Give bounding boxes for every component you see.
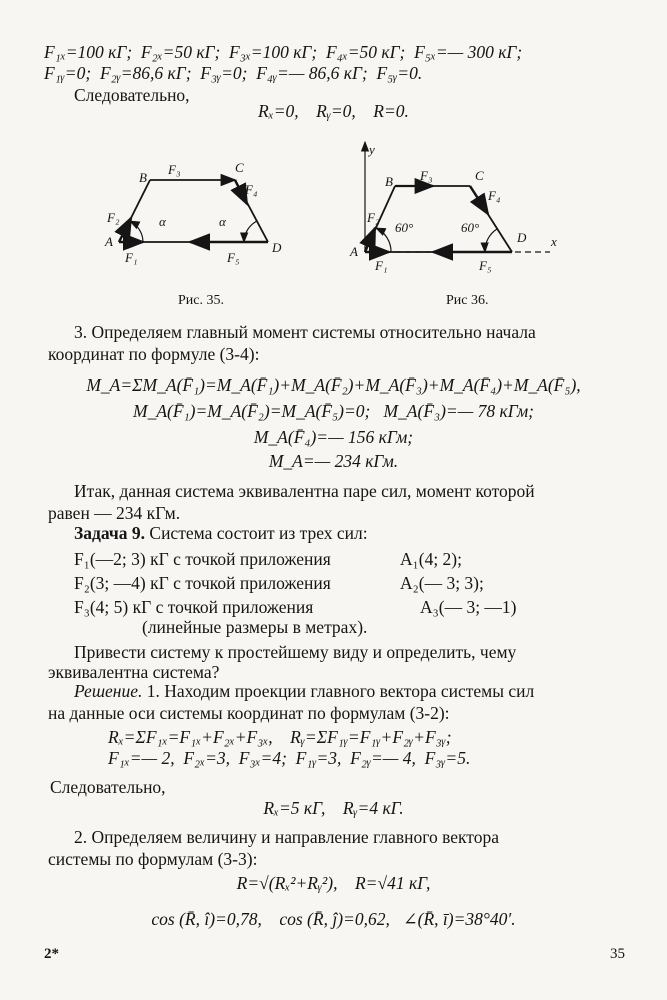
label-b: B [139, 170, 147, 185]
projection-eq-2: F₁ₓ=— 2, F₂ₓ=3, F₃ₓ=4; F₁ᵧ=3, F₂ᵧ=— 4, F₃ᵧ=5. [108, 748, 471, 768]
question-line-1: Привести систему к простейшему виду и определить, чему [74, 642, 517, 662]
label-f4: F₄ [245, 182, 258, 197]
conclusion-line-2: равен — 234 кГм. [48, 503, 181, 523]
label-f4: F₄ [488, 188, 501, 203]
force-2: F₂(3; —4) кГ с точкой приложения [74, 573, 331, 593]
consequently-2: Следовательно, [50, 777, 166, 797]
label-f5: F₅ [227, 250, 240, 265]
label-angle-1: 60° [395, 220, 414, 235]
question-line-2: эквивалентна система? [48, 662, 220, 682]
conclusion-line-1: Итак, данная система эквивалентна паре сил, момент которой [74, 481, 535, 501]
label-c: C [475, 168, 484, 183]
projection-eq-1: Rₓ=ΣF₁ₓ=F₁ₓ+F₂ₓ+F₃ₓ, Rᵧ=ΣF₁ᵧ=F₁ᵧ+F₂ᵧ+F₃ᵧ; [108, 727, 452, 747]
angle-arc-right [244, 221, 257, 242]
moment-eq-3: M_A(F̄₄)=— 156 кГм; [253, 427, 414, 447]
cosine-eq: cos (R̄, î)=0,78, cos (R̄, ĵ)=0,62, ∠(R̄, ī)=38°40′. [151, 909, 516, 929]
caption-fig-36: Рис 36. [446, 293, 489, 308]
caption-fig-35: Рис. 35. [178, 293, 224, 308]
label-x: x [551, 234, 557, 249]
point-3: A₃(— 3; —1) [420, 597, 517, 617]
label-f3: F₃ [420, 168, 433, 183]
label-d: D [272, 240, 282, 255]
arrow-f4 [470, 186, 488, 214]
arrow-f2 [119, 218, 131, 242]
label-f1: F₁ [125, 250, 138, 265]
angle-arc-right [485, 229, 497, 252]
label-a: A [350, 244, 358, 259]
label-f5: F₅ [479, 258, 492, 273]
moment-eq-4: M_A=— 234 кГм. [268, 451, 399, 471]
task9-heading: Задача 9. Система состоит из трех сил: [74, 523, 368, 543]
result-zero: Rₓ=0, Rᵧ=0, R=0. [258, 101, 409, 121]
label-f2: F₂ [367, 210, 380, 225]
consequently-1: Следовательно, [74, 85, 190, 105]
projections-line-2: F₁ᵧ=0; F₂ᵧ=86,6 кГ; F₃ᵧ=0; F₄ᵧ=— 86,6 кГ; F₅ᵧ=0. [44, 63, 423, 83]
force-1: F₁(—2; 3) кГ с точкой приложения [74, 549, 331, 569]
para3-line-2: координат по формуле (3-4): [48, 344, 260, 364]
units-note: (линейные размеры в метрах). [142, 617, 368, 637]
solution-line-2: на данные оси системы координат по формулам (3-2): [48, 703, 450, 723]
moment-eq-1: M_A=ΣM_A(F̄₁)=M_A(F̄₁)+M_A(F̄₂)+M_A(F̄₃)+M_A(F̄₄)+M_A(F̄₅), [86, 375, 581, 395]
para2-line-2: системы по формулам (3-3): [48, 849, 258, 869]
label-b: B [385, 174, 393, 189]
point-1: A₁(4; 2); [400, 549, 462, 569]
label-f2: F₂ [107, 210, 120, 225]
figure-36 [345, 140, 570, 272]
projections-line-1: F₁ₓ=100 кГ; F₂ₓ=50 кГ; F₃ₓ=100 кГ; F₄ₓ=50 кГ; F₅ₓ=— 300 кГ; [44, 42, 523, 62]
angle-arc-left [376, 228, 391, 252]
point-2: A₂(— 3; 3); [400, 573, 484, 593]
result-rx-ry: Rₓ=5 кГ, Rᵧ=4 кГ. [263, 798, 404, 818]
page-number: 35 [610, 946, 625, 962]
arrow-f2 [365, 228, 375, 252]
label-a: A [105, 234, 113, 249]
label-f3: F₃ [168, 162, 181, 177]
magnitude-eq: R=√(Rₓ²+Rᵧ²), R=√41 кГ, [236, 873, 431, 893]
para2-line-1: 2. Определяем величину и направление главного вектора [74, 827, 499, 847]
solution-line-1: Решение. 1. Находим проекции главного вектора системы сил [74, 681, 535, 701]
label-angle-2: 60° [461, 220, 480, 235]
label-d: D [517, 230, 527, 245]
figure-35 [95, 150, 295, 270]
label-c: C [235, 160, 244, 175]
label-alpha-1: α [159, 214, 166, 229]
label-f1: F₁ [375, 258, 388, 273]
moment-eq-2: M_A(F̄₁)=M_A(F̄₂)=M_A(F̄₅)=0; M_A(F̄₃)=— 78 кГм; [133, 401, 534, 421]
force-3: F₃(4; 5) кГ с точкой приложения [74, 597, 314, 617]
label-alpha-2: α [219, 214, 226, 229]
label-y: y [369, 142, 375, 157]
footer-signature: 2* [44, 946, 59, 962]
angle-arc-left [130, 221, 143, 242]
para3-line-1: 3. Определяем главный момент системы относительно начала [74, 322, 536, 342]
